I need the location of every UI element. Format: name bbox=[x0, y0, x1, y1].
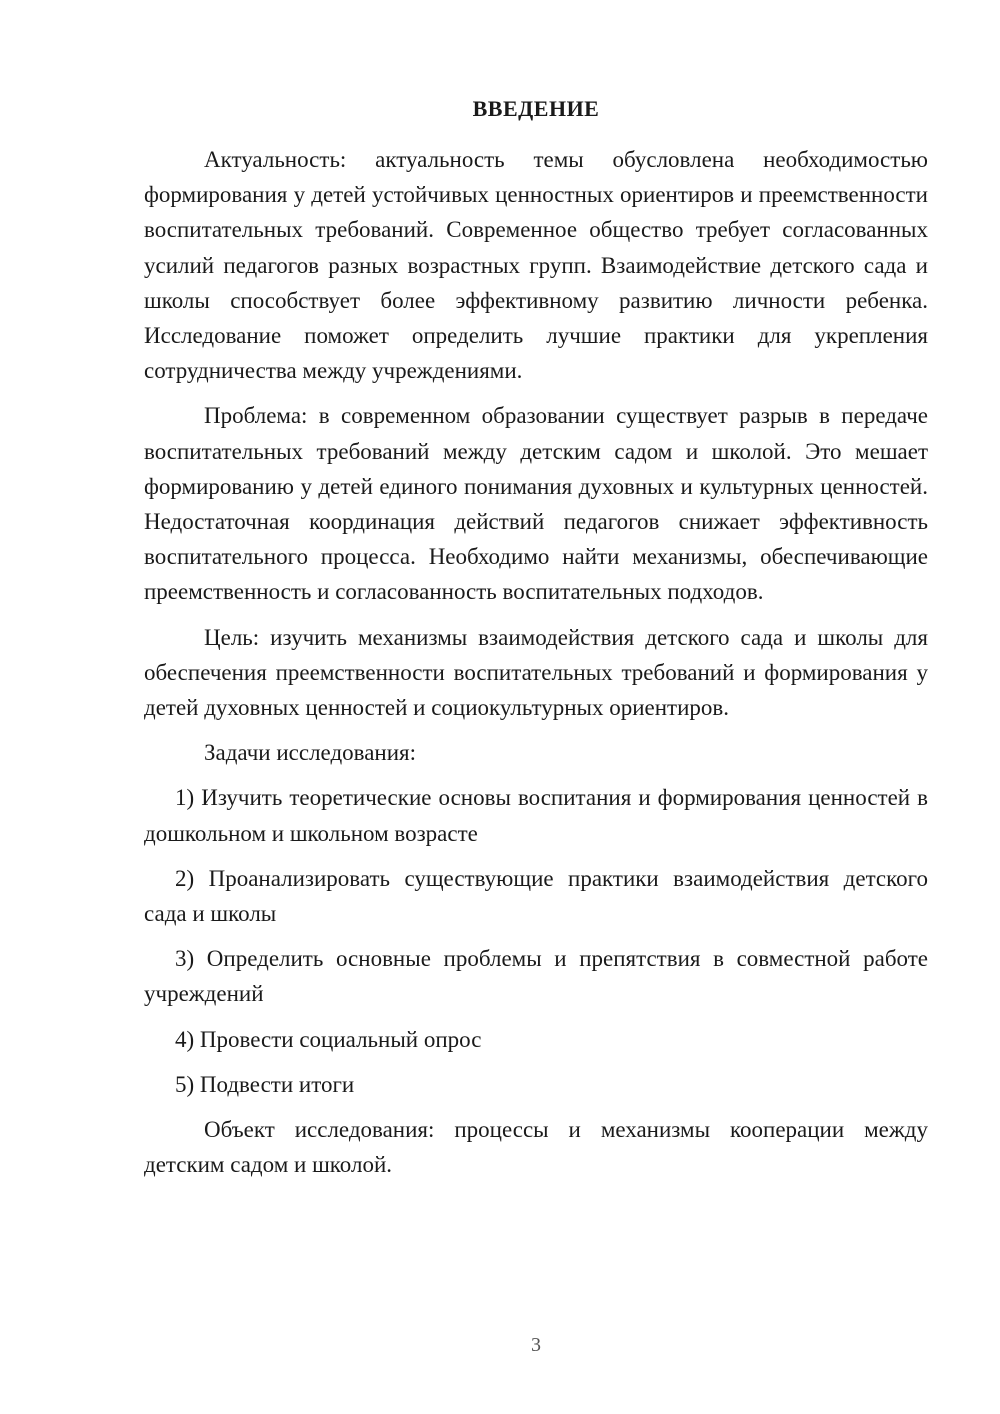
task-item: 5) Подвести итоги bbox=[175, 1071, 355, 1097]
task-item: 1) Изучить теоретические основы воспитания и формирования ценностей в дошкольном и школьном возрасте bbox=[144, 785, 928, 846]
paragraph-problem: Проблема: в современном образовании существует разрыв в передаче воспитательных требований между детским садом и школой. Это мешает формированию у детей единого понимания духовных и культурных ценностей. Недостаточная координация действий педагогов снижает эффективность воспитательного процесса. Необходимо найти механизмы, обеспечивающие преемственность и согласованность воспитательных подходов. bbox=[144, 403, 928, 605]
paragraph-goal: Цель: изучить механизмы взаимодействия детского сада и школы для обеспечения преемственности воспитательных требований и формирования у детей духовных ценностей и социокультурных ориентиров. bbox=[144, 624, 928, 721]
document-title: ВВЕДЕНИЕ bbox=[472, 96, 600, 121]
task-item: 3) Определить основные проблемы и препятствия в совместной работе учреждений bbox=[144, 946, 928, 1007]
paragraph-object: Объект исследования: процессы и механизмы кооперации между детским садом и школой. bbox=[144, 1117, 928, 1178]
tasks-heading: Задачи исследования: bbox=[204, 740, 417, 766]
page-number: 3 bbox=[531, 1334, 541, 1356]
task-item: 4) Провести социальный опрос bbox=[175, 1026, 482, 1052]
paragraph-relevance: Актуальность: актуальность темы обусловлена необходимостью формирования у детей устойчивых ценностных ориентиров и преемственности воспитательных требований. Современное общество требует согласованных усилий педагогов разных возрастных групп. Взаимодействие детского сада и школы способствует более эффективному развитию личности ребенка. Исследование поможет определить лучшие практики для укрепления сотрудничества между учреждениями. bbox=[144, 147, 928, 384]
task-item: 2) Проанализировать существующие практики взаимодействия детского сада и школы bbox=[144, 865, 928, 927]
document-body bbox=[144, 142, 928, 1192]
